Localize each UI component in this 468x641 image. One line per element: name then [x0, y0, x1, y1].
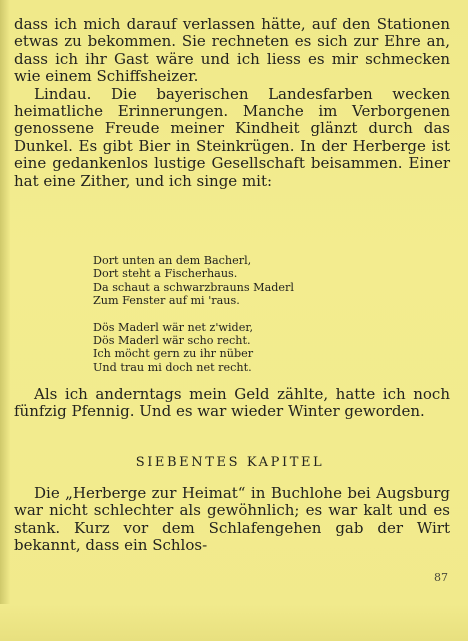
verse-line: Dös Maderl wär scho recht.: [93, 334, 251, 348]
page-bottom-margin: [0, 604, 468, 641]
paragraph: dass ich mich darauf verlassen hätte, auf den Stationen etwas zu bekommen. Sie rechneten es sich zur Ehre an, dass ich ihr Gast wäre und ich liess es mir schmecken wie einem Schiffsheizer.: [14, 15, 450, 86]
paragraph: Als ich anderntags mein Geld zählte, hatte ich noch fünfzig Pfennig. Und es war wieder Winter geworden.: [14, 385, 450, 421]
verse-line: Dös Maderl wär net z'wider,: [93, 320, 253, 334]
verse-line: Dort steht a Fischerhaus.: [93, 267, 238, 281]
chapter-body: [14, 485, 450, 555]
page-number: 87: [434, 571, 448, 584]
page-binding-shadow: [0, 0, 10, 641]
paragraph: Lindau. Die bayerischen Landesfarben wecken heimatliche Erinnerungen. Manche im Verborgenen genossene Freude meiner Kindheit glänzt durch das Dunkel. Es gibt Bier in Steinkrügen. In der Herberge ist eine gedankenlos lustige Gesellschaft beisammen. Einer hat eine Zither, und ich singe mit:: [14, 84, 450, 190]
verse-line: Da schaut a schwarzbrauns Maderl: [93, 280, 294, 294]
paragraph: Die „Herberge zur Heimat“ in Buchlohe bei Augsburg war nicht schlechter als gewöhnlich; es war kalt und es stank. Kurz vor dem Schlafengehen gab der Wirt bekannt, dass ein Schlos-: [14, 484, 450, 555]
body-text-continued: [14, 386, 450, 421]
verse-line: Und trau mi doch net recht.: [93, 360, 252, 374]
verse-line: Dort unten an dem Bacherl,: [93, 254, 252, 267]
song-verse: [93, 254, 393, 374]
chapter-heading: SIEBENTES KAPITEL: [135, 455, 325, 470]
verse-line: Zum Fenster auf mi 'raus.: [93, 294, 240, 308]
stanza-gap: [93, 308, 393, 321]
body-text: [14, 16, 450, 190]
verse-line: Ich möcht gern zu ihr nüber: [93, 347, 254, 361]
